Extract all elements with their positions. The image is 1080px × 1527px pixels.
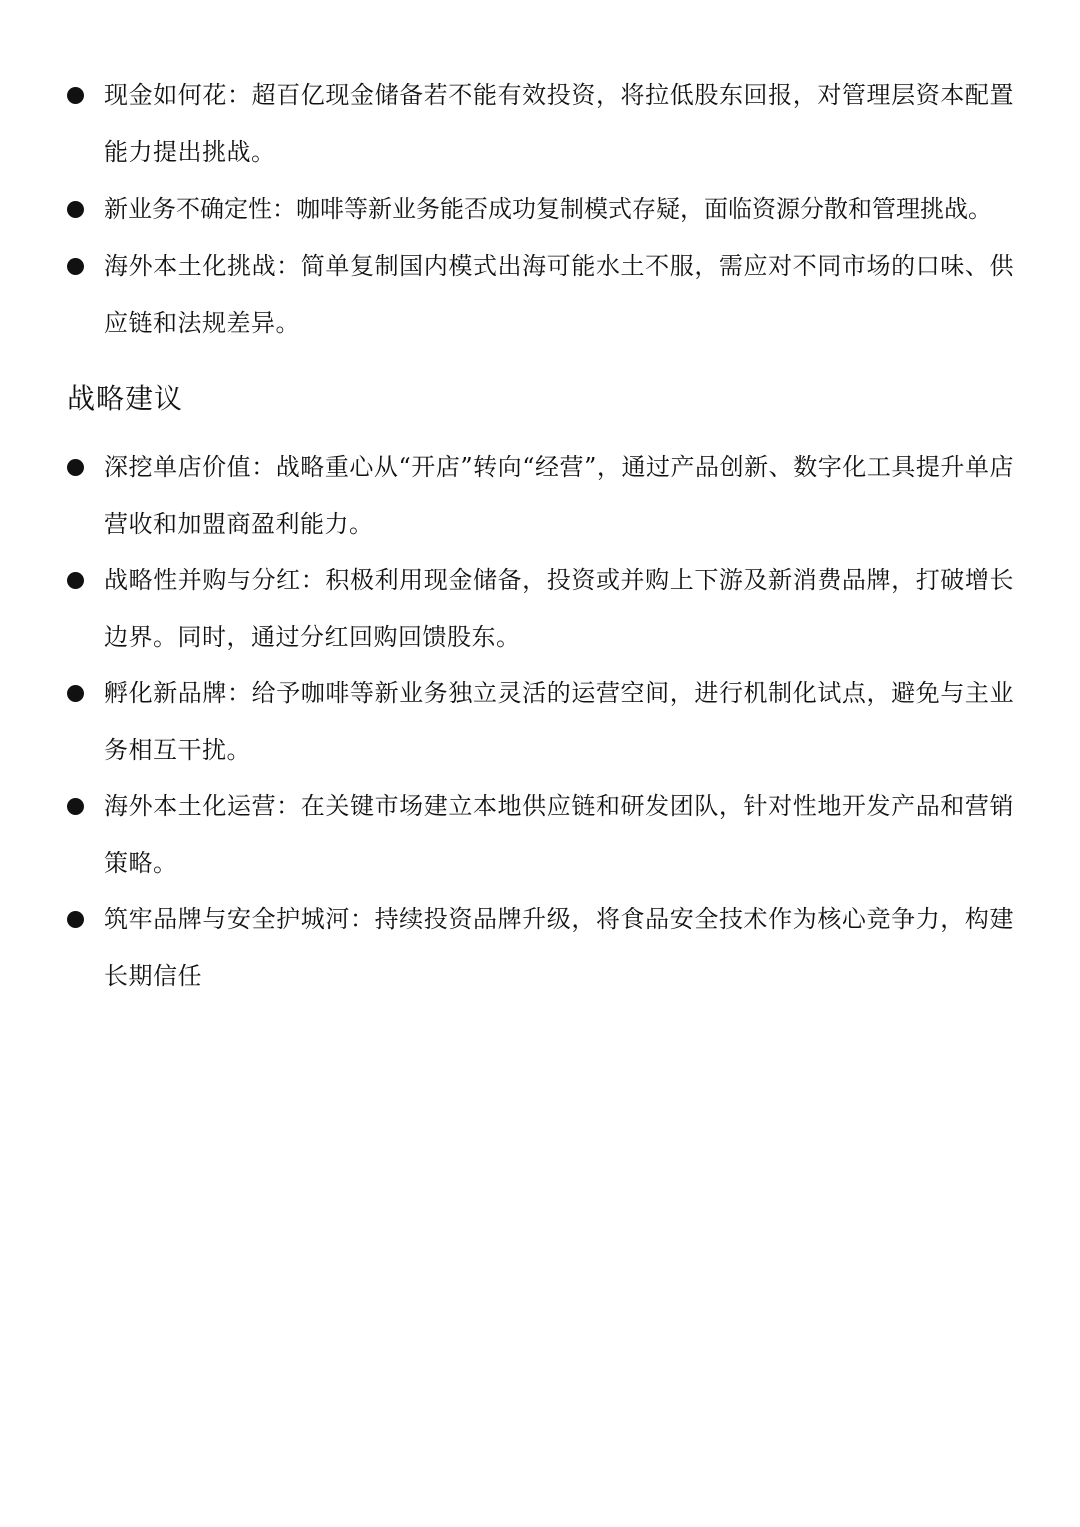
list-item <box>0 67 1014 181</box>
risk-list <box>0 181 1080 238</box>
bullet-icon <box>67 572 84 589</box>
item-term: 海外本土化运营： <box>104 792 301 820</box>
bullet-icon <box>67 258 84 275</box>
risk-list <box>0 67 1080 181</box>
item-text: 在关键市场建立本地供应链和研发团队，针对性地开发产品和营销策略。 <box>104 792 1015 877</box>
list-item <box>0 238 1014 352</box>
item-text: 咖啡等新业务能否成功复制模式存疑，面临资源分散和管理挑战。 <box>296 195 992 223</box>
list-item <box>0 891 1014 1005</box>
item-text: 简单复制国内模式出海可能水土不服，需应对不同市场的口味、供应链和法规差异。 <box>104 252 1015 337</box>
recommendation-list <box>0 552 1080 666</box>
item-term: 战略性并购与分红： <box>104 566 326 594</box>
item-term: 筑牢品牌与安全护城河： <box>104 905 375 933</box>
item-term: 海外本土化挑战： <box>104 252 301 280</box>
item-text: 超百亿现金储备若不能有效投资，将拉低股东回报，对管理层资本配置能力提出挑战。 <box>104 81 1015 166</box>
bullet-icon <box>67 685 84 702</box>
item-term: 孵化新品牌： <box>104 679 252 707</box>
item-text: 给予咖啡等新业务独立灵活的运营空间，进行机制化试点，避免与主业务相互干扰。 <box>104 679 1015 764</box>
list-item <box>0 552 1014 666</box>
bullet-icon <box>67 459 84 476</box>
risk-list <box>0 238 1080 352</box>
bullet-icon <box>67 201 84 218</box>
item-text: 战略重心从“开店”转向“经营”，通过产品创新、数字化工具提升单店营收和加盟商盈利能力。 <box>104 453 1015 538</box>
list-item <box>0 778 1014 892</box>
recommendation-list <box>0 778 1080 892</box>
recommendation-list <box>0 439 1080 553</box>
list-item <box>0 665 1014 779</box>
item-term: 深挖单店价值： <box>104 453 276 481</box>
recommendation-list <box>0 665 1080 779</box>
bullet-icon <box>67 87 84 104</box>
item-term: 新业务不确定性： <box>104 195 296 223</box>
item-term: 现金如何花： <box>104 81 252 109</box>
recommendation-list <box>0 891 1080 1005</box>
list-item <box>0 439 1014 553</box>
bullet-icon <box>67 911 84 928</box>
item-text: 持续投资品牌升级，将食品安全技术作为核心竞争力，构建长期信任 <box>104 905 1015 990</box>
item-text: 积极利用现金储备，投资或并购上下游及新消费品牌，打破增长边界。同时，通过分红回购回馈股东。 <box>104 566 1014 651</box>
list-item <box>0 181 1034 238</box>
section-heading: 战略建议 <box>67 382 184 415</box>
bullet-icon <box>67 798 84 815</box>
